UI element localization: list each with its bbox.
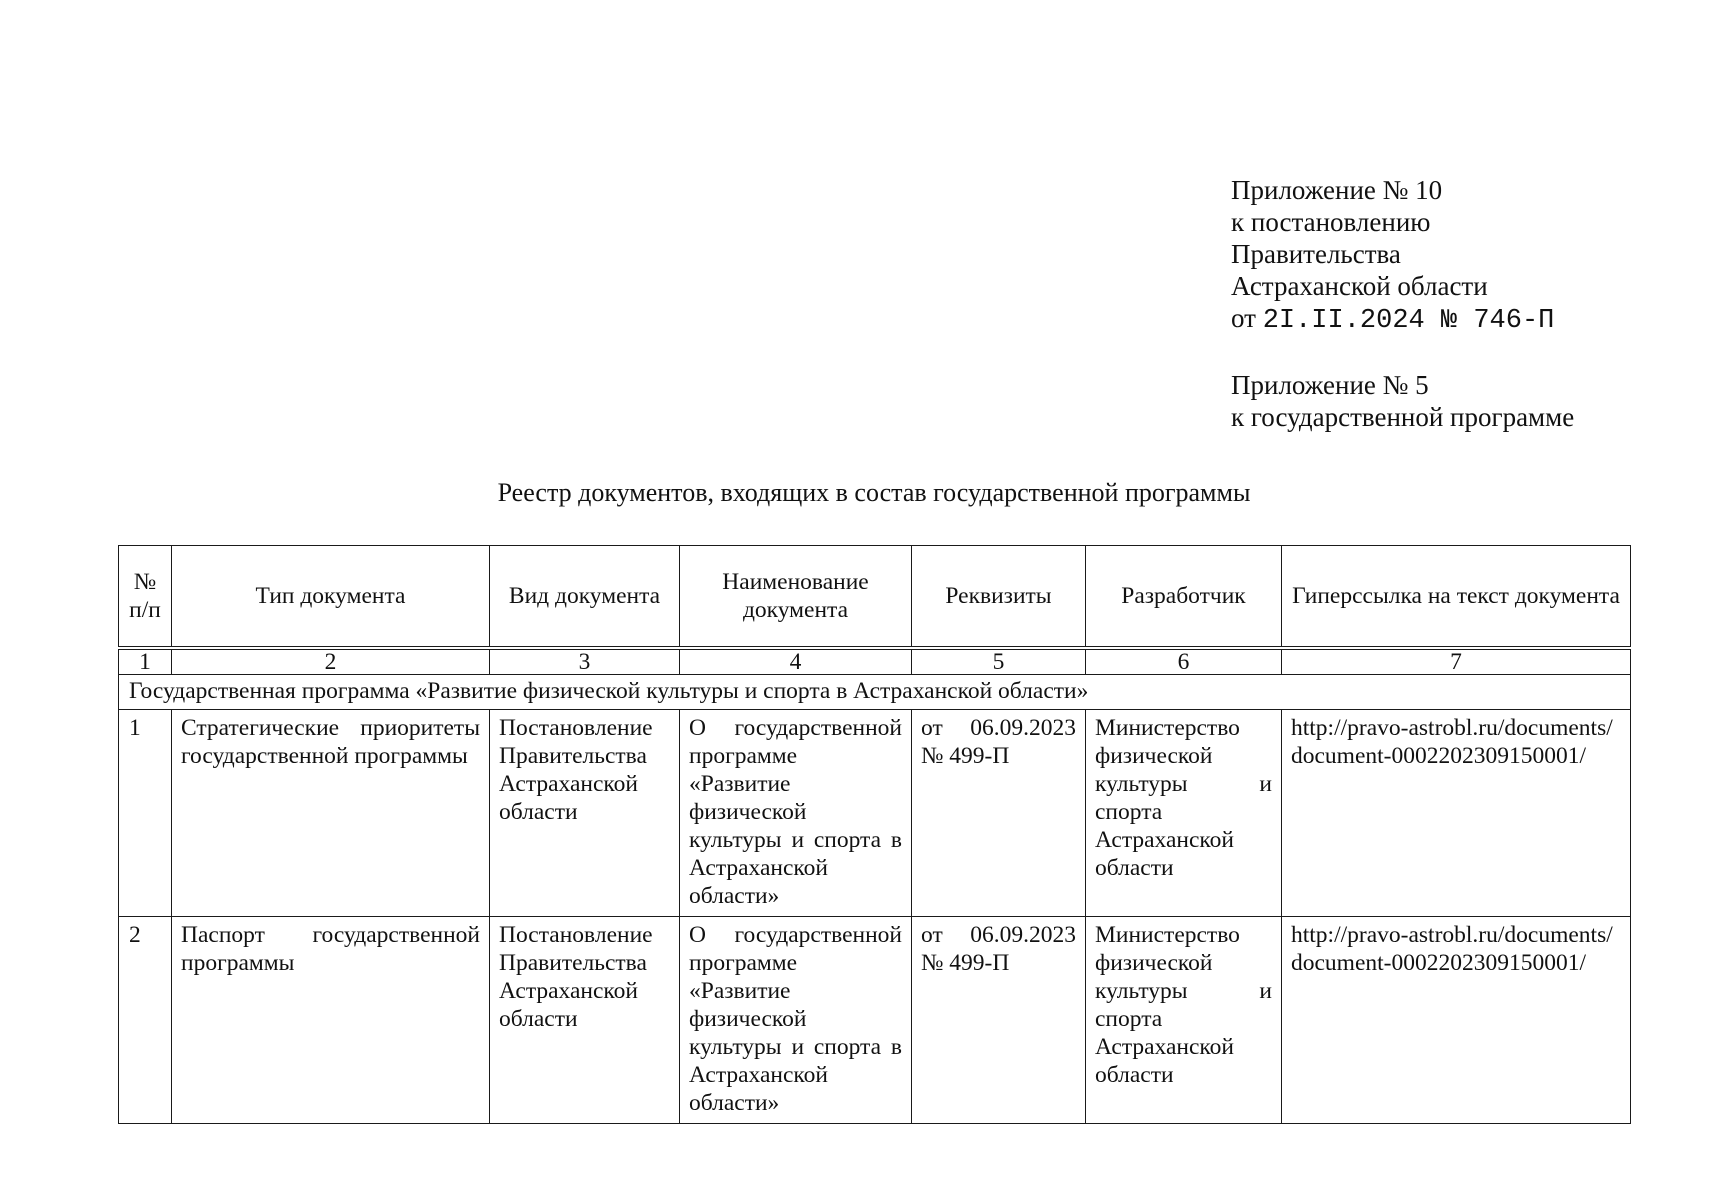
row-developer: Министерство физической культуры и спорта Астраханской области [1086,917,1282,1124]
section-title: Государственная программа «Развитие физической культуры и спорта в Астраханской области» [119,675,1631,710]
table-row [119,710,1631,917]
column-number: 3 [490,650,680,675]
column-number: 2 [172,650,490,675]
row-document-details: от 06.09.2023 № 499-П [912,917,1086,1124]
column-number: 4 [680,650,912,675]
row-developer: Министерство физической культуры и спорта Астраханской области [1086,710,1282,917]
column-number: 1 [119,650,172,675]
col-header-name: Наименование документа [680,546,912,647]
row-document-type: Паспорт государственной программы [172,917,490,1124]
row-document-kind: Постановление Правительства Астраханской области [490,917,680,1124]
column-number: 6 [1086,650,1282,675]
row-hyperlink[interactable]: http://pravo-astrobl.ru/documents/document-0002202309150001/ [1282,710,1631,917]
col-header-details: Реквизиты [912,546,1086,647]
col-header-kind: Вид документа [490,546,680,647]
table-row [119,917,1631,1124]
appendix-header [1231,174,1574,433]
column-number: 5 [912,650,1086,675]
header-row [119,546,1631,647]
document-title: Реестр документов, входящих в состав государственной программы [497,478,1251,507]
row-document-kind: Постановление Правительства Астраханской области [490,710,680,917]
date-number-stamp: 2I.II.2024 № 746-П [1262,306,1555,336]
appendix-number: Приложение № 10 [1231,175,1443,205]
section-row [119,675,1631,710]
row-document-name: О государственной программе «Развитие физической культуры и спорта в Астраханской области» [680,917,912,1124]
appendix-region: Астраханской области [1231,271,1488,301]
date-prefix: от [1231,303,1256,333]
column-number: 7 [1282,650,1631,675]
row-document-details: от 06.09.2023 № 499-П [912,710,1086,917]
registry-table [118,545,1631,1124]
row-number: 1 [119,710,172,917]
col-header-link: Гиперссылка на текст документа [1282,546,1631,647]
col-header-number: № п/п [119,546,172,647]
col-header-type: Тип документа [172,546,490,647]
row-hyperlink[interactable]: http://pravo-astrobl.ru/documents/document-0002202309150001/ [1282,917,1631,1124]
row-number: 2 [119,917,172,1124]
col-header-developer: Разработчик [1086,546,1282,647]
appendix-to-resolution: к постановлению [1231,207,1431,237]
program-appendix-number: Приложение № 5 [1231,370,1429,400]
row-document-type: Стратегические приоритеты государственной программы [172,710,490,917]
appendix-government: Правительства [1231,239,1401,269]
resolution-date-line [1231,302,1574,337]
row-document-name: О государственной программе «Развитие физической культуры и спорта в Астраханской области» [680,710,912,917]
program-appendix-ref: к государственной программе [1231,402,1575,432]
column-number-row [119,650,1631,675]
